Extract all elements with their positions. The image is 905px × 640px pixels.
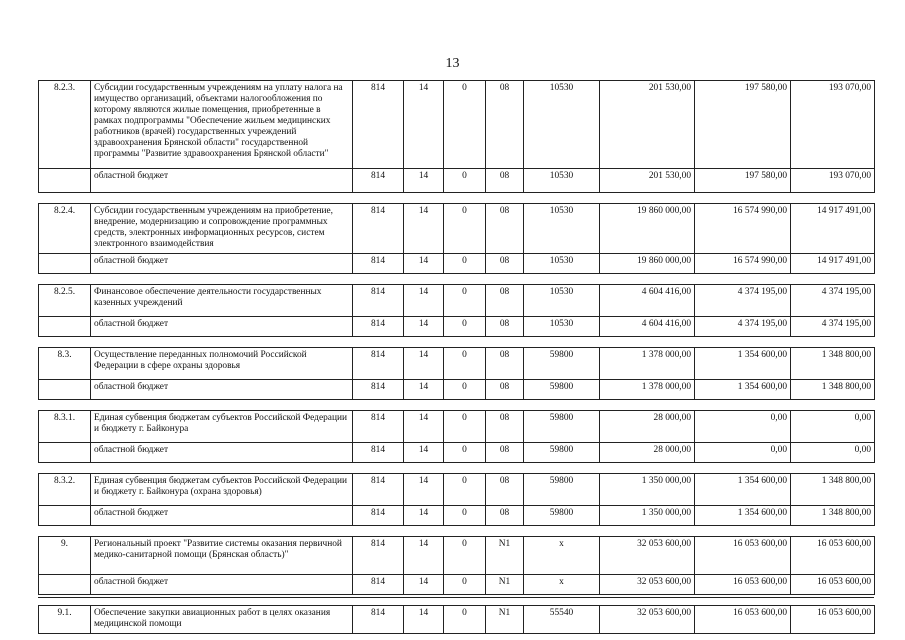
item-number: 8.2.5. bbox=[39, 285, 91, 317]
grbs-code: 814 bbox=[353, 443, 404, 463]
amount-year-2: 16 053 600,00 bbox=[695, 606, 791, 634]
direction-code: 59800 bbox=[524, 411, 600, 443]
direction-code: 10530 bbox=[524, 81, 600, 169]
program-code: 0 bbox=[444, 348, 486, 380]
program-code: 0 bbox=[444, 81, 486, 169]
amount-year-1: 19 860 000,00 bbox=[600, 254, 695, 274]
amount-year-2: 197 580,00 bbox=[695, 169, 791, 193]
table-row bbox=[39, 443, 875, 463]
program-code: 0 bbox=[444, 474, 486, 506]
item-name: областной бюджет bbox=[91, 506, 353, 526]
direction-code: 59800 bbox=[524, 348, 600, 380]
amount-year-1: 32 053 600,00 bbox=[600, 575, 695, 595]
amount-year-3: 1 348 800,00 bbox=[791, 348, 875, 380]
amount-year-2: 16 053 600,00 bbox=[695, 575, 791, 595]
subprogram-code: 08 bbox=[486, 169, 524, 193]
subprogram-code: 08 bbox=[486, 81, 524, 169]
amount-year-3: 4 374 195,00 bbox=[791, 285, 875, 317]
item-name: Осуществление переданных полномочий Российской Федерации в сфере охраны здоровья bbox=[91, 348, 353, 380]
direction-code: 10530 bbox=[524, 169, 600, 193]
table-row bbox=[39, 380, 875, 400]
table-row bbox=[39, 204, 875, 254]
amount-year-1: 4 604 416,00 bbox=[600, 285, 695, 317]
item-number bbox=[39, 254, 91, 274]
subprogram-code: N1 bbox=[486, 606, 524, 634]
amount-year-2: 16 574 990,00 bbox=[695, 204, 791, 254]
subprogram-code: 08 bbox=[486, 204, 524, 254]
table-row bbox=[39, 81, 875, 169]
amount-year-3: 0,00 bbox=[791, 443, 875, 463]
amount-year-3: 14 917 491,00 bbox=[791, 204, 875, 254]
amount-year-2: 1 354 600,00 bbox=[695, 506, 791, 526]
amount-year-1: 1 378 000,00 bbox=[600, 348, 695, 380]
table-body bbox=[39, 81, 875, 634]
subprogram-code: 08 bbox=[486, 411, 524, 443]
direction-code: x bbox=[524, 537, 600, 575]
row-spacer bbox=[39, 337, 875, 348]
table-bottom-edge bbox=[38, 597, 874, 598]
table-row bbox=[39, 606, 875, 634]
amount-year-2: 197 580,00 bbox=[695, 81, 791, 169]
spacer-cell bbox=[39, 274, 875, 285]
amount-year-2: 16 574 990,00 bbox=[695, 254, 791, 274]
subprogram-code: 08 bbox=[486, 474, 524, 506]
amount-year-1: 1 378 000,00 bbox=[600, 380, 695, 400]
amount-year-2: 4 374 195,00 bbox=[695, 317, 791, 337]
row-spacer bbox=[39, 400, 875, 411]
section-code: 14 bbox=[404, 474, 444, 506]
program-code: 0 bbox=[444, 537, 486, 575]
amount-year-1: 32 053 600,00 bbox=[600, 537, 695, 575]
row-spacer bbox=[39, 193, 875, 204]
direction-code: 10530 bbox=[524, 204, 600, 254]
subprogram-code: 08 bbox=[486, 317, 524, 337]
grbs-code: 814 bbox=[353, 411, 404, 443]
section-code: 14 bbox=[404, 411, 444, 443]
spacer-cell bbox=[39, 463, 875, 474]
table-row bbox=[39, 537, 875, 575]
section-code: 14 bbox=[404, 285, 444, 317]
item-number: 9. bbox=[39, 537, 91, 575]
amount-year-1: 201 530,00 bbox=[600, 81, 695, 169]
item-name: областной бюджет bbox=[91, 443, 353, 463]
amount-year-3: 193 070,00 bbox=[791, 81, 875, 169]
amount-year-3: 193 070,00 bbox=[791, 169, 875, 193]
amount-year-3: 0,00 bbox=[791, 411, 875, 443]
spacer-cell bbox=[39, 526, 875, 537]
item-number: 8.2.4. bbox=[39, 204, 91, 254]
direction-code: x bbox=[524, 575, 600, 595]
direction-code: 10530 bbox=[524, 317, 600, 337]
direction-code: 10530 bbox=[524, 285, 600, 317]
amount-year-3: 16 053 600,00 bbox=[791, 537, 875, 575]
section-code: 14 bbox=[404, 204, 444, 254]
grbs-code: 814 bbox=[353, 348, 404, 380]
amount-year-2: 16 053 600,00 bbox=[695, 537, 791, 575]
section-code: 14 bbox=[404, 606, 444, 634]
section-code: 14 bbox=[404, 443, 444, 463]
item-name: Субсидии государственным учреждениям на приобретение, внедрение, модернизацию и сопровождение программных средств, электронных информационных ресурсов, систем электронного взаимодействия bbox=[91, 204, 353, 254]
grbs-code: 814 bbox=[353, 506, 404, 526]
amount-year-1: 32 053 600,00 bbox=[600, 606, 695, 634]
section-code: 14 bbox=[404, 380, 444, 400]
direction-code: 59800 bbox=[524, 380, 600, 400]
direction-code: 10530 bbox=[524, 254, 600, 274]
table-row bbox=[39, 506, 875, 526]
program-code: 0 bbox=[444, 443, 486, 463]
section-code: 14 bbox=[404, 575, 444, 595]
amount-year-2: 1 354 600,00 bbox=[695, 380, 791, 400]
amount-year-3: 14 917 491,00 bbox=[791, 254, 875, 274]
section-code: 14 bbox=[404, 254, 444, 274]
grbs-code: 814 bbox=[353, 81, 404, 169]
grbs-code: 814 bbox=[353, 169, 404, 193]
amount-year-3: 1 348 800,00 bbox=[791, 474, 875, 506]
item-number: 9.1. bbox=[39, 606, 91, 634]
table-row bbox=[39, 474, 875, 506]
item-number: 8.3.1. bbox=[39, 411, 91, 443]
subprogram-code: 08 bbox=[486, 254, 524, 274]
section-code: 14 bbox=[404, 169, 444, 193]
amount-year-3: 16 053 600,00 bbox=[791, 606, 875, 634]
section-code: 14 bbox=[404, 506, 444, 526]
table-row bbox=[39, 285, 875, 317]
grbs-code: 814 bbox=[353, 285, 404, 317]
subprogram-code: 08 bbox=[486, 348, 524, 380]
item-number bbox=[39, 575, 91, 595]
grbs-code: 814 bbox=[353, 474, 404, 506]
item-number: 8.3.2. bbox=[39, 474, 91, 506]
section-code: 14 bbox=[404, 537, 444, 575]
row-spacer bbox=[39, 526, 875, 537]
row-spacer bbox=[39, 463, 875, 474]
program-code: 0 bbox=[444, 411, 486, 443]
item-name: Единая субвенция бюджетам субъектов Российской Федерации и бюджету г. Байконура bbox=[91, 411, 353, 443]
amount-year-1: 19 860 000,00 bbox=[600, 204, 695, 254]
table-row bbox=[39, 575, 875, 595]
grbs-code: 814 bbox=[353, 254, 404, 274]
grbs-code: 814 bbox=[353, 606, 404, 634]
amount-year-2: 1 354 600,00 bbox=[695, 474, 791, 506]
program-code: 0 bbox=[444, 317, 486, 337]
program-code: 0 bbox=[444, 169, 486, 193]
page-number: 13 bbox=[445, 56, 460, 71]
amount-year-2: 1 354 600,00 bbox=[695, 348, 791, 380]
subprogram-code: 08 bbox=[486, 380, 524, 400]
item-number bbox=[39, 380, 91, 400]
grbs-code: 814 bbox=[353, 204, 404, 254]
item-name: Региональный проект "Развитие системы оказания первичной медико-санитарной помощи (Брянская область)" bbox=[91, 537, 353, 575]
grbs-code: 814 bbox=[353, 575, 404, 595]
direction-code: 55540 bbox=[524, 606, 600, 634]
program-code: 0 bbox=[444, 606, 486, 634]
subprogram-code: 08 bbox=[486, 285, 524, 317]
item-number bbox=[39, 506, 91, 526]
item-name: областной бюджет bbox=[91, 169, 353, 193]
item-name: областной бюджет bbox=[91, 317, 353, 337]
amount-year-1: 1 350 000,00 bbox=[600, 474, 695, 506]
spacer-cell bbox=[39, 400, 875, 411]
grbs-code: 814 bbox=[353, 380, 404, 400]
table-row bbox=[39, 317, 875, 337]
table-row bbox=[39, 254, 875, 274]
item-name: областной бюджет bbox=[91, 254, 353, 274]
program-code: 0 bbox=[444, 285, 486, 317]
direction-code: 59800 bbox=[524, 506, 600, 526]
item-number: 8.3. bbox=[39, 348, 91, 380]
amount-year-1: 4 604 416,00 bbox=[600, 317, 695, 337]
program-code: 0 bbox=[444, 575, 486, 595]
direction-code: 59800 bbox=[524, 443, 600, 463]
amount-year-2: 4 374 195,00 bbox=[695, 285, 791, 317]
direction-code: 59800 bbox=[524, 474, 600, 506]
amount-year-1: 1 350 000,00 bbox=[600, 506, 695, 526]
amount-year-2: 0,00 bbox=[695, 411, 791, 443]
table-row bbox=[39, 411, 875, 443]
item-number bbox=[39, 443, 91, 463]
amount-year-3: 4 374 195,00 bbox=[791, 317, 875, 337]
item-number bbox=[39, 169, 91, 193]
amount-year-1: 201 530,00 bbox=[600, 169, 695, 193]
item-number: 8.2.3. bbox=[39, 81, 91, 169]
item-name: областной бюджет bbox=[91, 380, 353, 400]
budget-table bbox=[38, 80, 875, 634]
subprogram-code: N1 bbox=[486, 537, 524, 575]
subprogram-code: 08 bbox=[486, 443, 524, 463]
item-name: Единая субвенция бюджетам субъектов Российской Федерации и бюджету г. Байконура (охрана здоровья) bbox=[91, 474, 353, 506]
amount-year-2: 0,00 bbox=[695, 443, 791, 463]
amount-year-1: 28 000,00 bbox=[600, 411, 695, 443]
subprogram-code: N1 bbox=[486, 575, 524, 595]
program-code: 0 bbox=[444, 380, 486, 400]
item-name: областной бюджет bbox=[91, 575, 353, 595]
subprogram-code: 08 bbox=[486, 506, 524, 526]
amount-year-3: 1 348 800,00 bbox=[791, 380, 875, 400]
section-code: 14 bbox=[404, 81, 444, 169]
item-number bbox=[39, 317, 91, 337]
section-code: 14 bbox=[404, 317, 444, 337]
item-name: Финансовое обеспечение деятельности государственных казенных учреждений bbox=[91, 285, 353, 317]
spacer-cell bbox=[39, 337, 875, 348]
section-code: 14 bbox=[404, 348, 444, 380]
spacer-cell bbox=[39, 193, 875, 204]
grbs-code: 814 bbox=[353, 317, 404, 337]
program-code: 0 bbox=[444, 204, 486, 254]
table-row bbox=[39, 348, 875, 380]
item-name: Обеспечение закупки авиационных работ в целях оказания медицинской помощи bbox=[91, 606, 353, 634]
row-spacer bbox=[39, 274, 875, 285]
amount-year-1: 28 000,00 bbox=[600, 443, 695, 463]
amount-year-3: 1 348 800,00 bbox=[791, 506, 875, 526]
item-name: Субсидии государственным учреждениям на уплату налога на имущество организаций, объектами налогообложения по которому являются жилые помещения, приобретенные в рамках подпрограммы "Обеспечение жильем медицинских работников (врачей) государственных учреждений здравоохранения Брянской области" государственной программы "Развитие здравоохранения Брянской области" bbox=[91, 81, 353, 169]
program-code: 0 bbox=[444, 254, 486, 274]
program-code: 0 bbox=[444, 506, 486, 526]
amount-year-3: 16 053 600,00 bbox=[791, 575, 875, 595]
table-row bbox=[39, 169, 875, 193]
grbs-code: 814 bbox=[353, 537, 404, 575]
